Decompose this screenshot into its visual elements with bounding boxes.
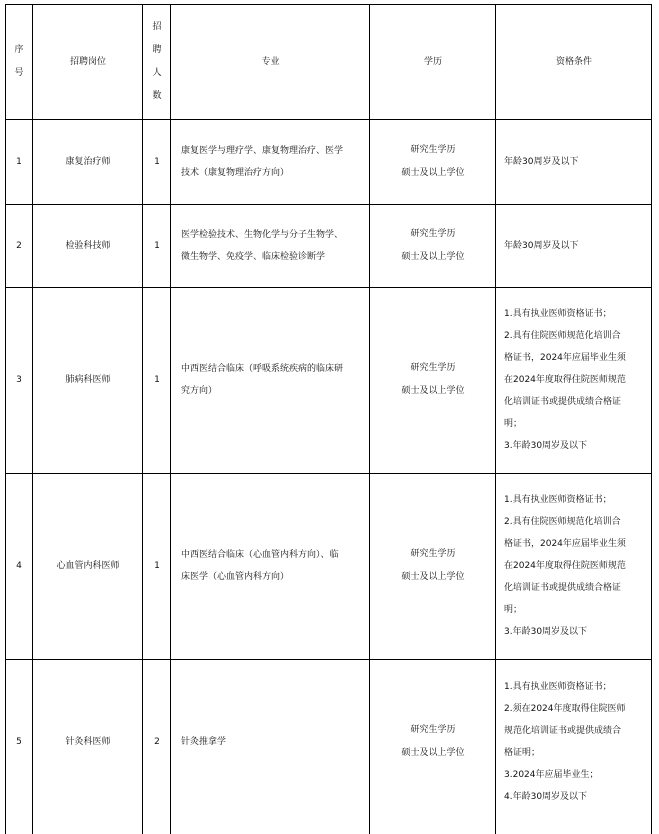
qualification-line: 格证明；: [504, 747, 541, 758]
position-value: 检验科技师: [65, 240, 111, 251]
position-value: 针灸科医师: [65, 736, 111, 747]
education-line: 硕士及以上学位: [401, 386, 465, 396]
qualification-line: 年龄30周岁及以下: [504, 240, 579, 251]
header-count-char: 招: [152, 21, 162, 32]
row-3-qualification: [504, 287, 652, 473]
row-1-qualification: [504, 119, 652, 204]
header-qualification: [496, 4, 652, 119]
header-major: [171, 4, 370, 119]
education-line: 研究生学历: [410, 724, 456, 735]
seq-value: 1: [16, 156, 22, 167]
position-value: 肺病科医师: [65, 375, 111, 385]
qualification-line: 1.具有执业医师资格证书；: [504, 309, 612, 319]
recruitment-table: [5, 4, 652, 834]
header-count-char: 聘: [152, 44, 162, 55]
header-seq: [5, 4, 33, 119]
row-4-education: [370, 473, 496, 659]
header-seq-char: 号: [14, 67, 24, 78]
count-value: 1: [154, 375, 160, 385]
header-education: [370, 4, 496, 119]
qualification-line: 2.具有住院医师规范化培训合: [504, 517, 621, 527]
position-value: 心血管内科医师: [56, 561, 120, 571]
header-count-char: 数: [152, 90, 162, 101]
count-value: 1: [154, 561, 160, 571]
major-line: 针灸推拿学: [181, 736, 227, 747]
row-3-position: [33, 287, 143, 473]
major-line: 康复医学与理疗学、康复物理治疗、医学: [181, 145, 344, 156]
header-position: [33, 4, 143, 119]
qualification-line: 化培训证书或提供成绩合格证: [504, 397, 622, 407]
row-2-qualification: [504, 204, 652, 287]
seq-value: 5: [16, 736, 22, 747]
row-5-position: [33, 659, 143, 824]
row-3-seq: [5, 287, 33, 473]
education-line: 硕士及以上学位: [401, 747, 465, 758]
education-line: 研究生学历: [410, 363, 456, 373]
row-2-education: [370, 204, 496, 287]
row-1-education: [370, 119, 496, 204]
count-value: 2: [154, 736, 160, 747]
qualification-line: 明；: [504, 419, 523, 429]
qualification-line: 2.具有住院医师规范化培训合: [504, 331, 621, 341]
qualification-line: 规范化培训证书或提供成绩合: [504, 725, 622, 736]
qualification-line: 4.年龄30周岁及以下: [504, 791, 588, 802]
major-line: 究方向）: [181, 386, 218, 396]
education-line: 硕士及以上学位: [401, 572, 465, 582]
row-4-major: [181, 473, 370, 659]
row-2-seq: [5, 204, 33, 287]
row-1-major: [181, 119, 370, 204]
qualification-line: 在2024年度取得住院医师规范: [504, 375, 626, 385]
row-4-qualification: [504, 473, 652, 659]
major-line: 中西医结合临床（呼吸系统疾病的临床研: [181, 364, 344, 374]
row-5-qualification: [504, 659, 652, 824]
major-line: 床医学（心血管内科方向）: [181, 572, 290, 582]
qualification-line: 3.2024年应届毕业生；: [504, 769, 599, 780]
header-major-label: 专业: [261, 56, 280, 67]
header-count: [143, 4, 171, 119]
education-line: 硕士及以上学位: [401, 167, 465, 178]
qualification-line: 2.须在2024年度取得住院医师: [504, 703, 626, 714]
row-5-seq: [5, 659, 33, 824]
qualification-line: 在2024年度取得住院医师规范: [504, 561, 626, 571]
education-line: 硕士及以上学位: [401, 251, 465, 262]
header-count-char: 人: [152, 67, 162, 78]
header-seq-char: 序: [14, 44, 24, 55]
qualification-line: 年龄30周岁及以下: [504, 156, 579, 167]
row-2-count: [143, 204, 171, 287]
qualification-line: 3.年龄30周岁及以下: [504, 627, 588, 637]
education-line: 研究生学历: [410, 144, 456, 155]
seq-value: 4: [16, 561, 22, 571]
major-line: 医学检验技术、生物化学与分子生物学、: [181, 229, 344, 240]
qualification-line: 格证书，2024年应届毕业生须: [504, 353, 626, 363]
row-2-position: [33, 204, 143, 287]
row-5-major: [181, 659, 370, 824]
header-education-label: 学历: [423, 56, 442, 67]
row-1-position: [33, 119, 143, 204]
qualification-line: 明；: [504, 605, 523, 615]
row-3-count: [143, 287, 171, 473]
education-line: 研究生学历: [410, 549, 456, 559]
header-qualification-label: 资格条件: [555, 56, 592, 67]
qualification-line: 格证书，2024年应届毕业生须: [504, 539, 626, 549]
major-line: 中西医结合临床（心血管内科方向）、临: [181, 550, 339, 560]
seq-value: 2: [16, 240, 22, 251]
major-line: 技术（康复物理治疗方向）: [181, 167, 290, 178]
row-5-education: [370, 659, 496, 824]
row-1-seq: [5, 119, 33, 204]
count-value: 1: [154, 156, 160, 167]
qualification-line: 1.具有执业医师资格证书；: [504, 495, 612, 505]
row-3-education: [370, 287, 496, 473]
seq-value: 3: [16, 375, 22, 385]
position-value: 康复治疗师: [65, 156, 111, 167]
count-value: 1: [154, 240, 160, 251]
header-position-label: 招聘岗位: [69, 56, 106, 67]
row-4-count: [143, 473, 171, 659]
qualification-line: 化培训证书或提供成绩合格证: [504, 583, 622, 593]
education-line: 研究生学历: [410, 228, 456, 239]
qualification-line: 1.具有执业医师资格证书；: [504, 681, 612, 692]
row-2-major: [181, 204, 370, 287]
row-4-position: [33, 473, 143, 659]
qualification-line: 3.年龄30周岁及以下: [504, 441, 588, 451]
row-5-count: [143, 659, 171, 824]
major-line: 微生物学、免疫学、临床检验诊断学: [181, 251, 326, 262]
row-4-seq: [5, 473, 33, 659]
row-1-count: [143, 119, 171, 204]
row-3-major: [181, 287, 370, 473]
